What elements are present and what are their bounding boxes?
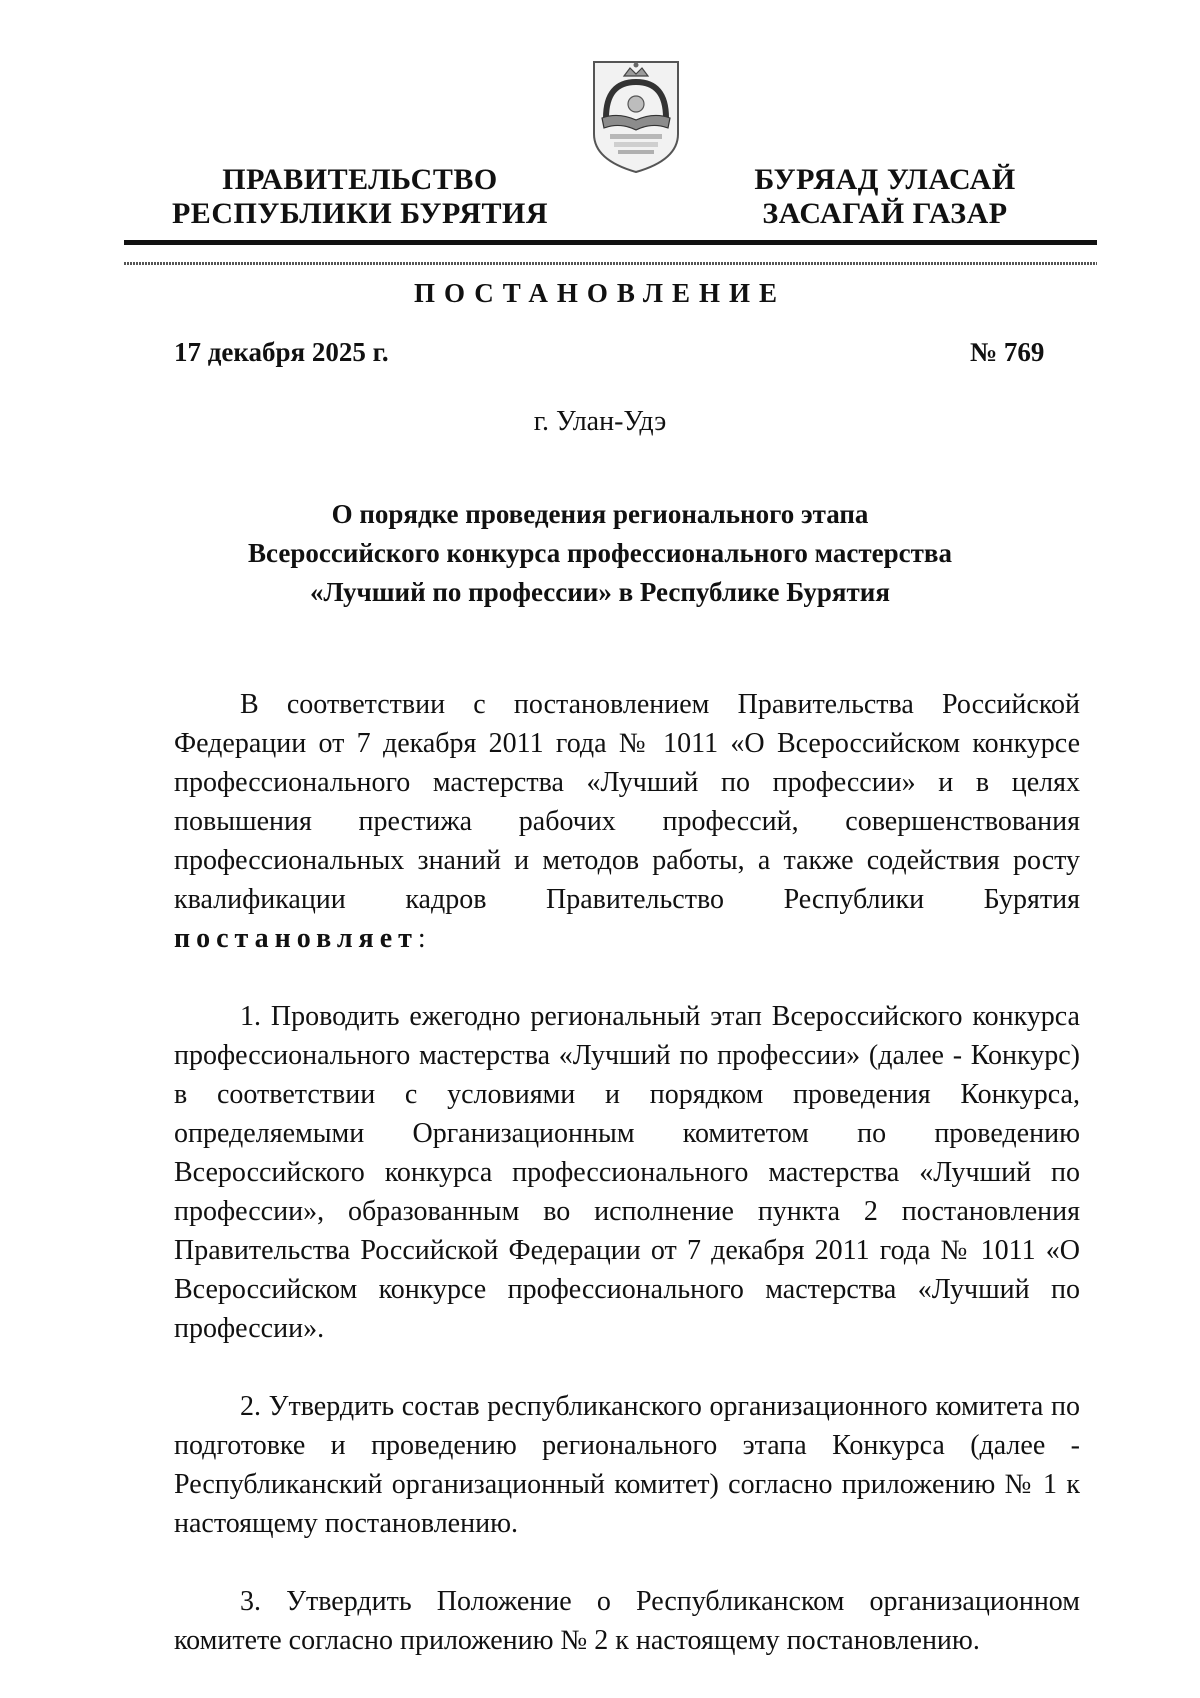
- org-left-line1: ПРАВИТЕЛЬСТВО: [222, 163, 498, 196]
- org-name-russian: [170, 163, 550, 231]
- document-city: г. Улан-Удэ: [533, 406, 667, 437]
- document-date: 17 декабря 2025 г.: [174, 337, 389, 367]
- document-body: [174, 685, 1080, 1660]
- item-2-paragraph: 2. Утвердить состав республиканского организационного комитета по подготовке и проведению регионального этапа Конкурса (далее - Республиканский организационный комитет) согласно приложению № 1 к настоящему постановлению.: [174, 1391, 1080, 1539]
- title-line-3: «Лучший по профессии» в Республике Бурятия: [310, 577, 890, 607]
- item-3-paragraph: 3. Утвердить Положение о Республиканском организационном комитете согласно приложению № 2 к настоящему постановлению.: [174, 1586, 1080, 1656]
- preamble-paragraph: [174, 685, 1080, 958]
- title-line-1: О порядке проведения регионального этапа: [331, 499, 869, 529]
- org-right-line1: БУРЯАД УЛАСАЙ: [754, 163, 1016, 196]
- header-divider-thin: [124, 262, 1097, 265]
- preamble-end: :: [417, 923, 426, 954]
- title-line-2: Всероссийского конкурса профессионального мастерства: [248, 538, 952, 568]
- preamble-keyword: постановляет: [174, 923, 418, 954]
- item-1-paragraph: 1. Проводить ежегодно региональный этап Всероссийского конкурса профессионального мастерства «Лучший по профессии» (далее - Конкурс) в соответствии с условиями и порядком проведения Конкурса, определяемыми Организационным комитетом по проведению Всероссийского конкурса профессионального мастерства «Лучший по профессии», образованным во исполнение пункта 2 постановления Правительства Российской Федерации от 7 декабря 2011 года № 1011 «О Всероссийском конкурсе профессионального мастерства «Лучший по профессии».: [174, 1001, 1080, 1344]
- header-divider-thick: [124, 240, 1097, 245]
- org-right-line2: ЗАСАГАЙ ГАЗАР: [762, 197, 1008, 230]
- document-type: ПОСТАНОВЛЕНИЕ: [413, 278, 787, 308]
- org-left-line2: РЕСПУБЛИКИ БУРЯТИЯ: [171, 197, 549, 230]
- document-title: [160, 495, 1040, 612]
- document-number: № 769: [970, 337, 1045, 367]
- coat-of-arms-icon: [588, 56, 684, 176]
- org-name-buryat: [730, 163, 1040, 231]
- preamble-text: В соответствии с постановлением Правительства Российской Федерации от 7 декабря 2011 года № 1011 «О Всероссийском конкурсе профессионального мастерства «Лучший по профессии» и в целях повышения престижа рабочих профессий, совершенствования профессиональных знаний и методов работы, а также содействия росту квалификации кадров Правительство Республики Бурятия: [174, 689, 1080, 915]
